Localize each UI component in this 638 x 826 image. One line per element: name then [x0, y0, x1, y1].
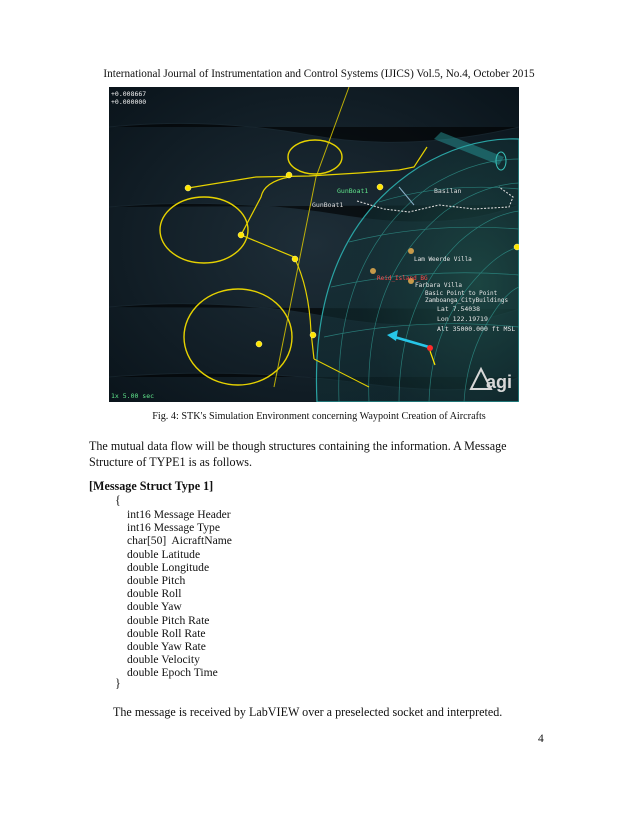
struct-heading-title: Message Struct Type 1 — [93, 479, 210, 493]
label-site-5: Reid_Island_BG — [377, 275, 428, 282]
struct-field: double Pitch Rate — [127, 613, 210, 627]
site-pin — [408, 248, 414, 254]
struct-field: int16 Message Type — [127, 521, 220, 535]
struct-field: double Pitch — [127, 574, 186, 588]
label-basilan: Basilan — [434, 187, 462, 195]
site-pin — [370, 268, 376, 274]
label-site-2: Farbara Villa — [415, 282, 462, 289]
struct-field: double Yaw — [127, 600, 182, 614]
animation-step-readout: 1x 5.00 sec — [111, 392, 155, 400]
label-site-3: Basic Point to Point — [425, 290, 498, 297]
struct-heading-close: ] — [209, 479, 214, 493]
page-number: 4 — [538, 733, 544, 745]
struct-heading-open: [ — [89, 479, 94, 493]
struct-field: char[50] AicraftName — [127, 534, 232, 548]
struct-field: double Roll — [127, 587, 182, 601]
label-gunboat1-b: GunBoat1 — [312, 201, 344, 209]
struct-field: int16 Message Header — [127, 508, 231, 521]
label-lat: Lat 7.54038 — [437, 305, 481, 313]
waypoint-marker — [238, 232, 244, 238]
waypoint-marker — [292, 256, 298, 262]
struct-open-brace: { — [115, 493, 121, 507]
struct-field: double Latitude — [127, 547, 201, 561]
paragraph-labview: The message is received by LabVIEW over a preselected socket and interpreted. — [113, 705, 503, 719]
waypoint-marker — [514, 244, 519, 250]
struct-field-list — [127, 508, 232, 680]
waypoint-marker — [310, 332, 316, 338]
waypoint-marker — [256, 341, 262, 347]
waypoint-marker — [377, 184, 383, 190]
stk-scene — [109, 87, 519, 402]
paragraph-data-flow: The mutual data flow will be though structures containing the information. A Message Structure of TYPE1 is as follows. — [89, 439, 507, 469]
time-readout-1: +0.008667 — [111, 90, 147, 98]
figure-caption: Fig. 4: STK's Simulation Environment concerning Waypoint Creation of Aircrafts — [152, 411, 486, 422]
struct-field: double Yaw Rate — [127, 640, 206, 654]
struct-field: double Roll Rate — [127, 626, 206, 640]
label-lon: Lon 122.19719 — [437, 315, 488, 323]
struct-field: double Velocity — [127, 653, 200, 667]
waypoint-marker — [185, 185, 191, 191]
aircraft-marker — [427, 345, 433, 351]
label-alt: Alt 35000.000 ft MSL — [437, 325, 516, 333]
struct-close-brace: } — [115, 676, 121, 690]
label-site-1: Lam Weerde Villa — [414, 256, 472, 263]
struct-field: double Epoch Time — [127, 666, 218, 680]
time-readout-2: +0.000000 — [111, 98, 147, 106]
struct-field: double Longitude — [127, 560, 210, 574]
journal-header: International Journal of Instrumentation and Control Systems (IJICS) Vol.5, No.4, October 2015 — [103, 68, 535, 80]
label-gunboat1-a: GunBoat1 — [337, 187, 369, 195]
struct-heading — [89, 479, 213, 494]
label-site-4: Zamboanga_CityBuildings — [425, 297, 509, 304]
stk-simulation-figure — [109, 87, 519, 402]
waypoint-marker — [286, 172, 292, 178]
agi-logo-text: agi — [486, 372, 513, 392]
